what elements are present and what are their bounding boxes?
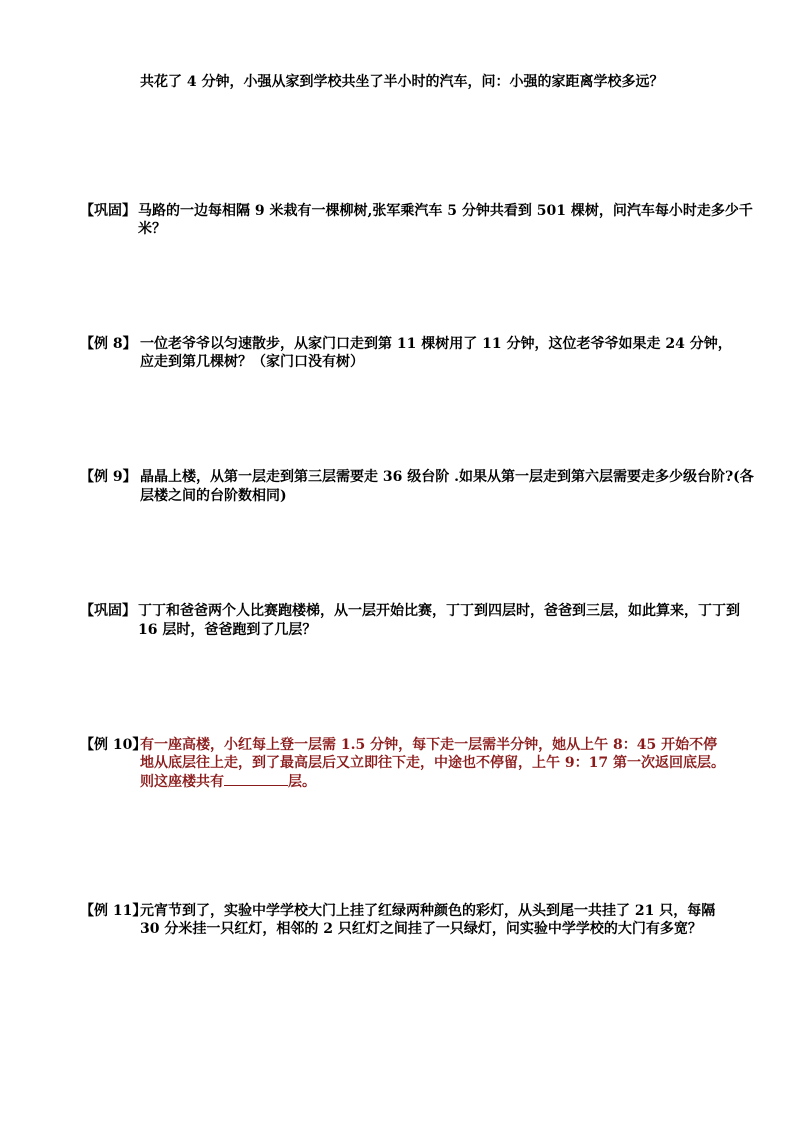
problem-tag-example-11: 【例 11】	[80, 903, 147, 919]
answer-blank[interactable]	[224, 771, 288, 786]
intro-line-1: 共花了 4 分钟，小强从家到学校共坐了半小时的汽车，问：小强的家距离学校多远？	[140, 74, 664, 90]
problem-consolidate-1-line-2: 米？	[138, 221, 166, 237]
problem-example-9-line-1: 晶晶上楼，从第一层走到第三层需要走 36 级台阶 .如果从第一层走到第六层需要走多少级台阶?(各	[140, 469, 754, 485]
problem-example-10-line-3-suffix: 层。	[288, 774, 316, 790]
problem-tag-consolidate-2: 【巩固】	[80, 603, 136, 619]
problem-example-9-line-2: 层楼之间的台阶数相同)	[140, 488, 287, 504]
problem-example-11-line-1: 元宵节到了，实验中学学校大门上挂了红绿两种颜色的彩灯，从头到尾一共挂了 21 只，每隔	[140, 903, 716, 919]
problem-consolidate-2-line-1: 丁丁和爸爸两个人比赛跑楼梯，从一层开始比赛，丁丁到四层时，爸爸到三层，如此算来，丁丁到	[138, 603, 740, 619]
problem-tag-example-9: 【例 9】	[80, 469, 137, 485]
problem-consolidate-2-line-2: 16 层时，爸爸跑到了几层？	[138, 622, 317, 638]
problem-example-10-line-3-prefix: 则这座楼共有	[140, 774, 224, 790]
problem-tag-example-10: 【例 10】	[80, 737, 147, 753]
problem-tag-example-8: 【例 8】	[80, 336, 137, 352]
problem-example-10-line-2: 地从底层往上走，到了最高层后又立即往下走，中途也不停留，上午 9：17 第一次返回底层。	[140, 755, 725, 771]
problem-consolidate-1-line-1: 马路的一边每相隔 9 米栽有一棵柳树,张军乘汽车 5 分钟共看到 501 棵树，问汽车每小时走多少千	[138, 203, 753, 219]
problem-example-10-line-3	[140, 771, 316, 792]
problem-example-8-line-1: 一位老爷爷以匀速散步，从家门口走到第 11 棵树用了 11 分钟，这位老爷爷如果走 24 分钟，	[140, 336, 732, 352]
problem-example-10-line-1: 有一座高楼，小红每上登一层需 1.5 分钟，每下走一层需半分钟，她从上午 8：45 开始不停	[140, 737, 718, 753]
problem-example-11-line-2: 30 分米挂一只红灯，相邻的 2 只红灯之间挂了一只绿灯，问实验中学学校的大门有多宽？	[140, 921, 702, 937]
problem-tag-consolidate-1: 【巩固】	[80, 203, 136, 219]
problem-example-8-line-2: 应走到第几棵树？（家门口没有树）	[140, 354, 364, 370]
